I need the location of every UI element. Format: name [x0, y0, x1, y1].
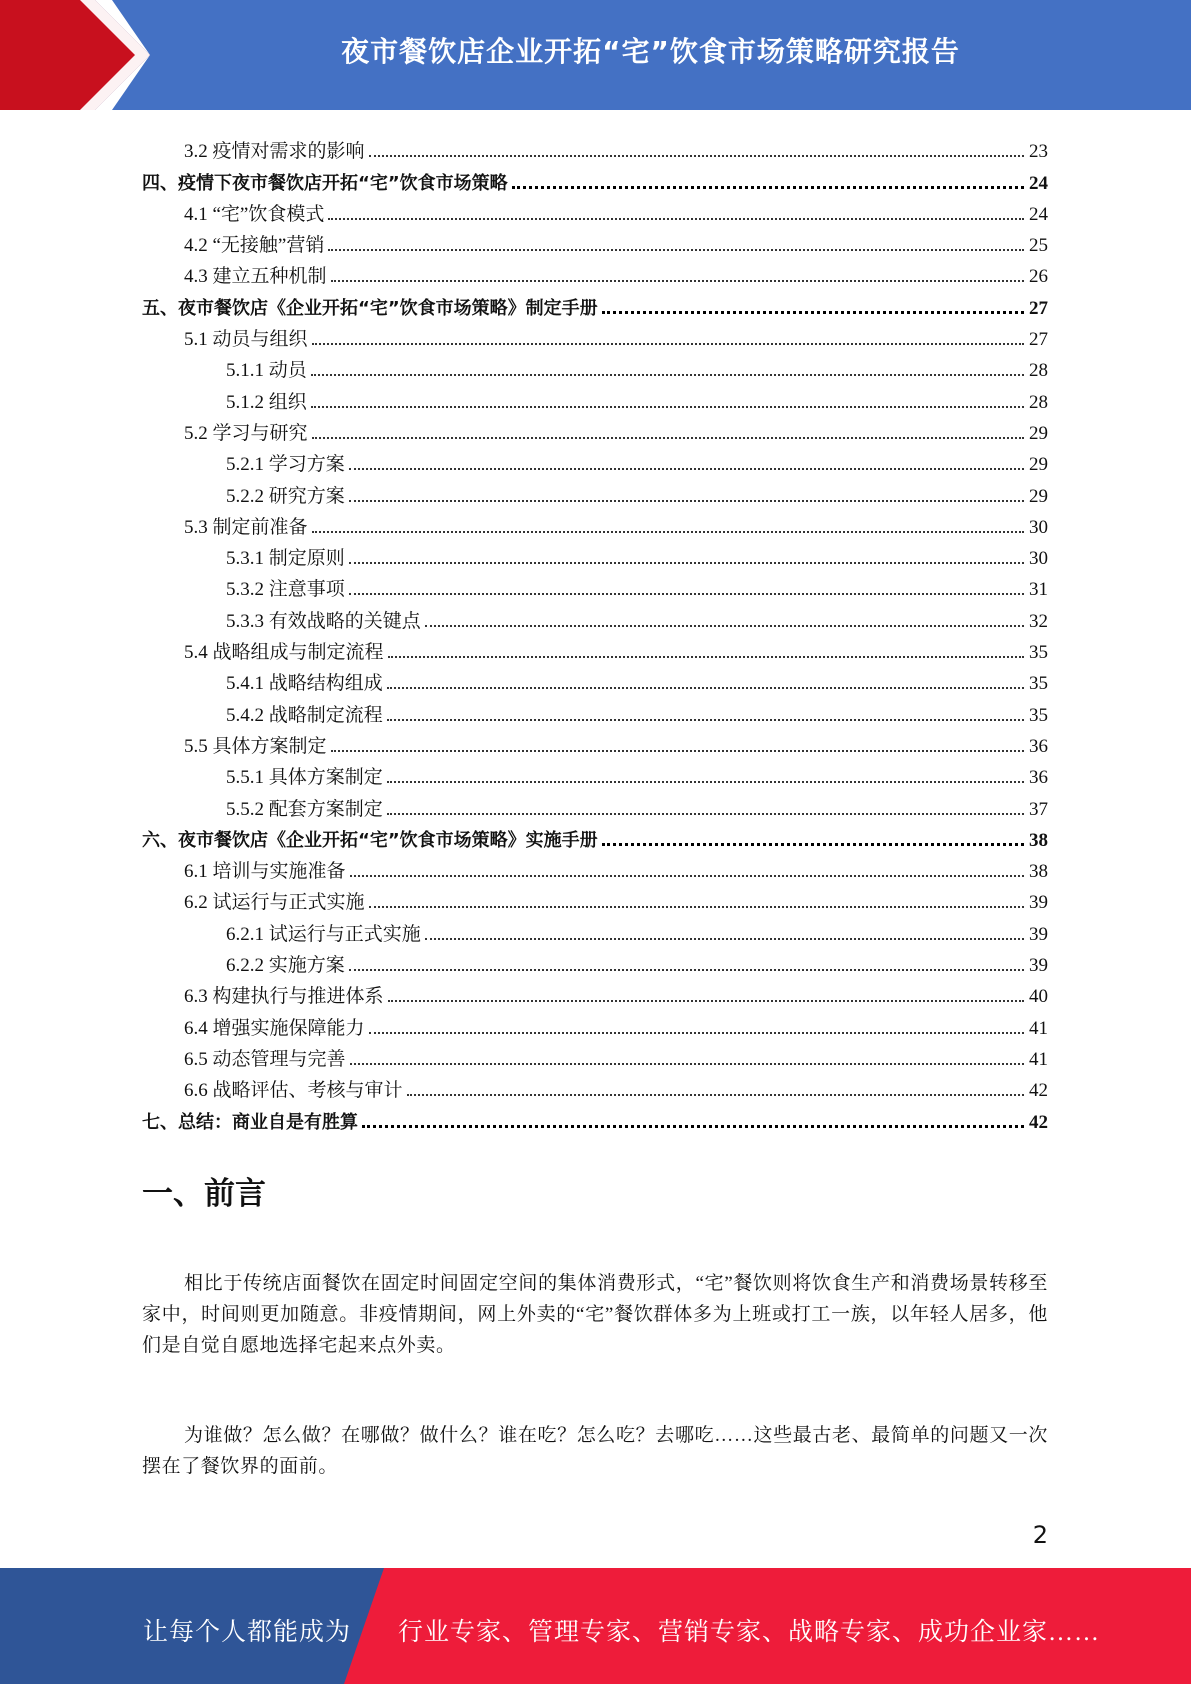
toc-leader-dots	[602, 843, 1024, 846]
toc-entry-page: 39	[1029, 892, 1048, 914]
toc-entry-page: 23	[1029, 141, 1048, 163]
toc-entry[interactable]	[142, 756, 1048, 787]
toc-leader-dots	[369, 1032, 1024, 1034]
toc-leader-dots	[311, 374, 1024, 376]
toc-leader-dots	[362, 1125, 1024, 1128]
table-of-contents	[142, 130, 1048, 1132]
toc-entry-page: 39	[1029, 923, 1048, 945]
toc-entry[interactable]	[142, 380, 1048, 411]
toc-entry-page: 30	[1029, 548, 1048, 570]
toc-entry[interactable]	[142, 850, 1048, 881]
toc-entry-page: 28	[1029, 360, 1048, 382]
toc-leader-dots	[350, 875, 1024, 877]
toc-entry-page: 29	[1029, 454, 1048, 476]
toc-leader-dots	[425, 625, 1024, 627]
toc-entry-page: 29	[1029, 485, 1048, 507]
toc-entry-label: 五、夜市餐饮店《企业开拓“宅”饮食市场策略》制定手册	[142, 297, 598, 319]
toc-entry[interactable]	[142, 599, 1048, 630]
toc-entry-label: 6.1 培训与实施准备	[184, 861, 346, 883]
toc-leader-dots	[602, 311, 1024, 314]
page-footer	[0, 1568, 1191, 1684]
toc-entry[interactable]	[142, 506, 1048, 537]
toc-entry-label: 6.2.2 实施方案	[226, 955, 345, 977]
toc-leader-dots	[312, 343, 1024, 345]
toc-entry-page: 24	[1029, 203, 1048, 225]
toc-entry-label: 3.2 疫情对需求的影响	[184, 141, 365, 163]
toc-entry[interactable]	[142, 693, 1048, 724]
toc-entry[interactable]	[142, 568, 1048, 599]
toc-leader-dots	[349, 468, 1024, 470]
toc-entry[interactable]	[142, 725, 1048, 756]
toc-entry-label: 5.4.1 战略结构组成	[226, 673, 383, 695]
toc-entry-page: 31	[1029, 579, 1048, 601]
toc-entry-label: 4.1 “宅”饮食模式	[184, 203, 325, 225]
toc-entry-label: 六、夜市餐饮店《企业开拓“宅”饮食市场策略》实施手册	[142, 829, 598, 851]
toc-entry[interactable]	[142, 255, 1048, 286]
toc-entry[interactable]	[142, 819, 1048, 850]
toc-entry-label: 5.4 战略组成与制定流程	[184, 642, 384, 664]
toc-entry-label: 4.2 “无接触”营销	[184, 235, 325, 257]
footer-slogan-left: 让每个人都能成为	[143, 1619, 352, 1646]
toc-entry-label: 5.5.2 配套方案制定	[226, 798, 383, 820]
toc-entry[interactable]	[142, 224, 1048, 255]
toc-entry[interactable]	[142, 1100, 1048, 1131]
toc-entry-page: 40	[1029, 986, 1048, 1008]
toc-entry-page: 35	[1029, 673, 1048, 695]
toc-leader-dots	[512, 186, 1024, 189]
toc-entry-label: 5.3.1 制定原则	[226, 548, 345, 570]
toc-entry-label: 七、总结：商业自是有胜算	[142, 1111, 358, 1133]
toc-leader-dots	[350, 1063, 1024, 1065]
toc-entry[interactable]	[142, 662, 1048, 693]
toc-leader-dots	[407, 1094, 1024, 1096]
page-number: 2	[1032, 1521, 1048, 1549]
body-paragraph: 为谁做？怎么做？在哪做？做什么？谁在吃？怎么吃？去哪吃……这些最古老、最简单的问题又一次摆在了餐饮界的面前。	[142, 1425, 1048, 1477]
toc-entry-page: 35	[1029, 642, 1048, 664]
toc-leader-dots	[331, 280, 1024, 282]
toc-leader-dots	[349, 562, 1024, 564]
toc-entry-label: 5.2 学习与研究	[184, 422, 308, 444]
section-title: 一、前言	[142, 1176, 266, 1212]
toc-entry[interactable]	[142, 286, 1048, 317]
toc-entry-label: 6.2.1 试运行与正式实施	[226, 923, 421, 945]
toc-entry-label: 5.3 制定前准备	[184, 516, 308, 538]
toc-leader-dots	[312, 531, 1024, 533]
toc-entry[interactable]	[142, 787, 1048, 818]
body-paragraph: 相比于传统店面餐饮在固定时间固定空间的集体消费形式，“宅”餐饮则将饮食生产和消费场景转移至家中，时间则更加随意。非疫情期间，网上外卖的“宅”餐饮群体多为上班或打工一族，以年轻人居多，他们是自觉自愿地选择宅起来点外卖。	[142, 1273, 1048, 1356]
toc-entry[interactable]	[142, 474, 1048, 505]
toc-entry[interactable]	[142, 912, 1048, 943]
toc-entry-page: 27	[1029, 297, 1048, 319]
toc-entry-page: 38	[1029, 829, 1048, 851]
toc-entry[interactable]	[142, 1006, 1048, 1037]
toc-entry-page: 30	[1029, 516, 1048, 538]
header-red-arrow	[0, 0, 150, 110]
toc-entry[interactable]	[142, 975, 1048, 1006]
toc-entry-page: 42	[1029, 1080, 1048, 1102]
toc-entry-label: 5.3.2 注意事项	[226, 579, 345, 601]
toc-entry[interactable]	[142, 349, 1048, 380]
toc-entry-page: 24	[1029, 172, 1048, 194]
toc-leader-dots	[387, 719, 1024, 721]
header-title: 夜市餐饮店企业开拓“宅”饮食市场策略研究报告	[341, 35, 960, 68]
toc-entry-page: 29	[1029, 422, 1048, 444]
toc-entry-label: 5.1 动员与组织	[184, 329, 308, 351]
toc-entry-page: 38	[1029, 861, 1048, 883]
toc-entry-label: 6.5 动态管理与完善	[184, 1048, 346, 1070]
toc-entry-label: 5.1.1 动员	[226, 360, 307, 382]
toc-leader-dots	[349, 969, 1024, 971]
toc-entry-label: 6.3 构建执行与推进体系	[184, 986, 384, 1008]
toc-entry-page: 28	[1029, 391, 1048, 413]
toc-entry[interactable]	[142, 130, 1048, 161]
toc-entry-label: 5.2.2 研究方案	[226, 485, 345, 507]
toc-leader-dots	[387, 813, 1024, 815]
toc-entry[interactable]	[142, 443, 1048, 474]
toc-entry-page: 26	[1029, 266, 1048, 288]
toc-entry[interactable]	[142, 161, 1048, 192]
toc-leader-dots	[387, 687, 1024, 689]
toc-entry-page: 32	[1029, 610, 1048, 632]
toc-leader-dots	[388, 656, 1024, 658]
toc-entry-page: 36	[1029, 767, 1048, 789]
toc-entry-page: 35	[1029, 704, 1048, 726]
toc-leader-dots	[312, 437, 1024, 439]
toc-entry-label: 四、疫情下夜市餐饮店开拓“宅”饮食市场策略	[142, 172, 508, 194]
toc-entry-label: 5.1.2 组织	[226, 391, 307, 413]
toc-leader-dots	[349, 500, 1024, 502]
toc-entry-page: 37	[1029, 798, 1048, 820]
toc-entry-page: 25	[1029, 235, 1048, 257]
toc-leader-dots	[369, 155, 1024, 157]
toc-entry[interactable]	[142, 1069, 1048, 1100]
toc-entry[interactable]	[142, 1038, 1048, 1069]
page-header	[0, 0, 1191, 110]
toc-leader-dots	[331, 750, 1024, 752]
toc-leader-dots	[388, 1000, 1024, 1002]
toc-entry[interactable]	[142, 537, 1048, 568]
toc-entry-label: 5.4.2 战略制定流程	[226, 704, 383, 726]
toc-entry-label: 5.5 具体方案制定	[184, 735, 327, 757]
toc-entry[interactable]	[142, 193, 1048, 224]
toc-leader-dots	[311, 406, 1024, 408]
toc-entry-label: 6.4 增强实施保障能力	[184, 1017, 365, 1039]
toc-entry-page: 27	[1029, 329, 1048, 351]
toc-leader-dots	[328, 249, 1024, 251]
toc-leader-dots	[369, 906, 1024, 908]
toc-entry-page: 39	[1029, 955, 1048, 977]
footer-slogan-right: 行业专家、管理专家、营销专家、战略专家、成功企业家……	[398, 1619, 1101, 1646]
toc-entry[interactable]	[142, 631, 1048, 662]
toc-entry[interactable]	[142, 412, 1048, 443]
toc-entry-page: 41	[1029, 1017, 1048, 1039]
toc-entry-page: 42	[1029, 1111, 1048, 1133]
toc-entry-page: 36	[1029, 735, 1048, 757]
toc-entry-label: 5.5.1 具体方案制定	[226, 767, 383, 789]
toc-entry-label: 4.3 建立五种机制	[184, 266, 327, 288]
toc-entry[interactable]	[142, 944, 1048, 975]
toc-entry-label: 5.2.1 学习方案	[226, 454, 345, 476]
toc-entry-label: 5.3.3 有效战略的关键点	[226, 610, 421, 632]
toc-entry-label: 6.6 战略评估、考核与审计	[184, 1080, 403, 1102]
toc-entry-page: 41	[1029, 1048, 1048, 1070]
toc-entry[interactable]	[142, 881, 1048, 912]
toc-entry[interactable]	[142, 318, 1048, 349]
toc-entry-label: 6.2 试运行与正式实施	[184, 892, 365, 914]
toc-leader-dots	[328, 218, 1024, 220]
toc-leader-dots	[425, 938, 1024, 940]
toc-leader-dots	[349, 593, 1024, 595]
toc-leader-dots	[387, 781, 1024, 783]
